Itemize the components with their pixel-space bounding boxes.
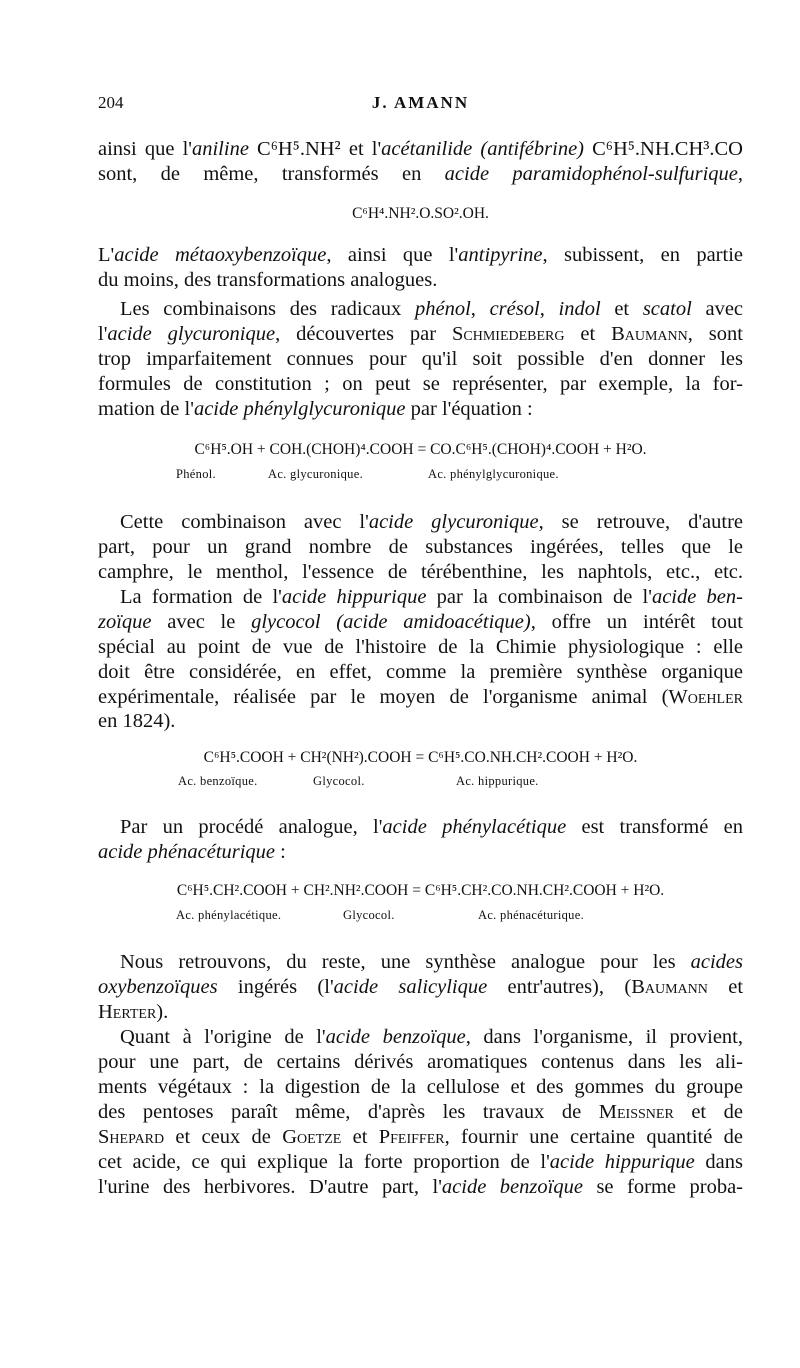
formula: C⁶H⁴.NH².O.SO².OH. bbox=[352, 205, 489, 222]
formula: C⁶H⁵.OH + COH.(CHOH)⁴.COOH = CO.C⁶H⁵.(CHOH)⁴.COOH + H²O. bbox=[194, 441, 647, 458]
text-line: mation de l'acide phénylglycuronique par l'équation : bbox=[98, 398, 533, 420]
text-line: du moins, des transformations analogues. bbox=[98, 269, 438, 291]
text-line: acide phénacéturique : bbox=[98, 841, 286, 863]
text-line: Les combinaisons des radicaux phénol, crésol, indol et scatol avec bbox=[120, 298, 744, 320]
text-line: Shepard et ceux de Goetze et Pfeiffer, fournir une certaine quantité de bbox=[98, 1126, 744, 1148]
formula-caption: Glycocol. bbox=[313, 774, 365, 788]
formula-caption: Ac. hippurique. bbox=[456, 774, 539, 788]
formula-caption: Ac. glycuronique. bbox=[268, 467, 364, 481]
text-line: zoïque avec le glycocol (acide amidoacétique), offre un intérêt tout bbox=[98, 611, 743, 633]
text-line: La formation de l'acide hippurique par la combinaison de l'acide ben- bbox=[120, 586, 743, 608]
page-header bbox=[98, 93, 743, 115]
text-line: pour une part, de certains dérivés aromatiques contenus dans les ali- bbox=[98, 1051, 743, 1073]
text-line: l'acide glycuronique, découvertes par Schmiedeberg et Baumann, sont bbox=[98, 323, 743, 345]
text-line: en 1824). bbox=[98, 710, 176, 732]
text-line: des pentoses paraît même, d'après les travaux de Meissner et de bbox=[98, 1101, 743, 1123]
formula-caption: Glycocol. bbox=[343, 908, 395, 922]
text-line: Quant à l'origine de l'acide benzoïque, dans l'organisme, il provient, bbox=[120, 1026, 743, 1048]
text-line: L'acide métaoxybenzoïque, ainsi que l'antipyrine, subissent, en partie bbox=[98, 244, 743, 266]
text-line: ments végétaux : la digestion de la cellulose et des gommes du groupe bbox=[98, 1076, 743, 1098]
text-line: ainsi que l'aniline C⁶H⁵.NH² et l'acétanilide (antifébrine) C⁶H⁵.NH.CH³.CO bbox=[98, 138, 743, 160]
formula-caption: Ac. phénylacétique. bbox=[176, 908, 282, 922]
text-line: doit être considérée, en effet, comme la première synthèse organique bbox=[98, 661, 743, 683]
text-line: trop imparfaitement connues pour qu'il soit possible d'en donner les bbox=[98, 348, 743, 370]
text-line: l'urine des herbivores. D'autre part, l'acide benzoïque se forme proba- bbox=[98, 1176, 744, 1198]
formula-caption: Phénol. bbox=[176, 467, 216, 481]
text-line: Cette combinaison avec l'acide glycuronique, se retrouve, d'autre bbox=[120, 511, 743, 533]
formula: C⁶H⁵.CH².COOH + CH².NH².COOH = C⁶H⁵.CH².CO.NH.CH².COOH + H²O. bbox=[176, 882, 665, 899]
text-line: sont, de même, transformés en acide paramidophénol-sulfurique, bbox=[98, 163, 743, 185]
text-line: Par un procédé analogue, l'acide phénylacétique est transformé en bbox=[120, 816, 743, 838]
text-line: Herter). bbox=[98, 1001, 169, 1023]
formula-caption: Ac. phénylglycuronique. bbox=[428, 467, 559, 481]
formula-caption: Ac. benzoïque. bbox=[178, 774, 258, 788]
text-line: spécial au point de vue de l'histoire de la Chimie physiologique : elle bbox=[98, 636, 743, 658]
formula-caption: Ac. phénacéturique. bbox=[478, 908, 584, 922]
text-line: expérimentale, réalisée par le moyen de l'organisme animal (Woehler bbox=[98, 686, 743, 708]
page-number: 204 bbox=[98, 93, 124, 112]
formula: C⁶H⁵.COOH + CH²(NH²).COOH = C⁶H⁵.CO.NH.CH².COOH + H²O. bbox=[203, 749, 638, 766]
text-line: oxybenzoïques ingérés (l'acide salicylique entr'autres), (Baumann et bbox=[98, 976, 744, 998]
text-line: camphre, le menthol, l'essence de térébenthine, les naphtols, etc., etc. bbox=[98, 561, 743, 583]
text-line: formules de constitution ; on peut se représenter, par exemple, la for- bbox=[98, 373, 743, 395]
text-line: Nous retrouvons, du reste, une synthèse analogue pour les acides bbox=[120, 951, 743, 973]
text-line: cet acide, ce qui explique la forte proportion de l'acide hippurique dans bbox=[98, 1151, 743, 1173]
text-line: part, pour un grand nombre de substances ingérées, telles que le bbox=[98, 536, 743, 558]
running-head: J. AMANN bbox=[371, 93, 470, 112]
